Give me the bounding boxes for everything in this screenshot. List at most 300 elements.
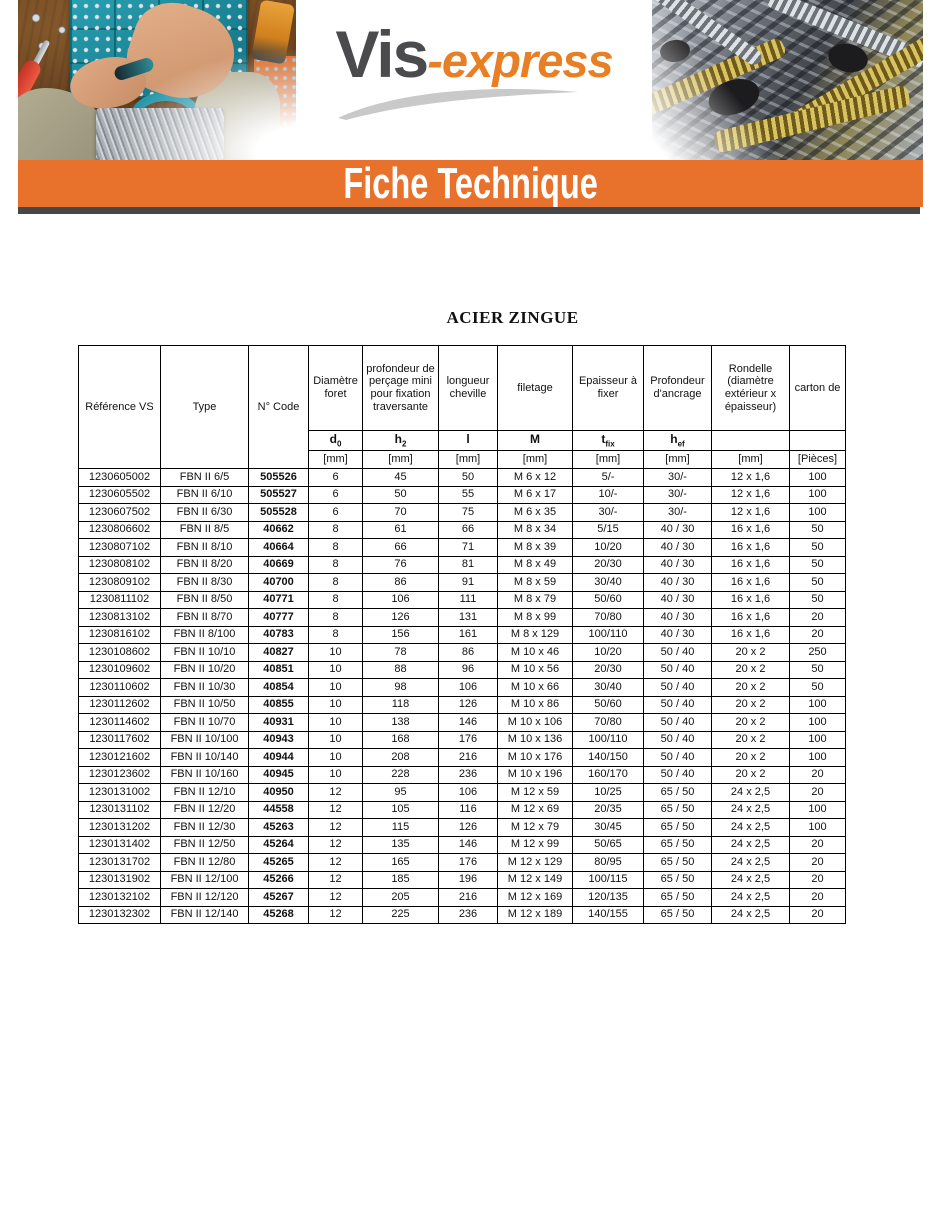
table-cell: 120/135 — [573, 889, 644, 907]
organizer-handle — [130, 92, 202, 144]
table-cell: FBN II 10/70 — [161, 714, 249, 732]
col-header-code: N° Code — [249, 346, 309, 469]
table-cell: 20/30 — [573, 556, 644, 574]
table-cell: 20 — [790, 906, 846, 924]
table-row — [79, 469, 846, 487]
table-cell: FBN II 8/20 — [161, 556, 249, 574]
table-cell: 5/15 — [573, 521, 644, 539]
table-cell: M 12 x 129 — [498, 854, 573, 872]
symbol-hef: $h_{ef}$ — [644, 431, 712, 451]
table-row — [79, 556, 846, 574]
table-cell: 5/- — [573, 469, 644, 487]
table-cell: 16 x 1,6 — [712, 626, 790, 644]
table-cell: FBN II 12/30 — [161, 819, 249, 837]
table-cell: 45267 — [249, 889, 309, 907]
table-cell: 1230131002 — [79, 784, 161, 802]
table-cell: M 8 x 129 — [498, 626, 573, 644]
table-cell: 40 / 30 — [644, 591, 712, 609]
left-hand — [66, 51, 151, 116]
table-cell: 24 x 2,5 — [712, 906, 790, 924]
table-cell: FBN II 8/70 — [161, 609, 249, 627]
unit-cell: [mm] — [309, 451, 363, 469]
table-row — [79, 714, 846, 732]
table-cell: 65 / 50 — [644, 871, 712, 889]
table-cell: 96 — [439, 661, 498, 679]
brand-logo-primary: Vis — [335, 17, 428, 91]
table-cell: 40851 — [249, 661, 309, 679]
table-cell: 100 — [790, 731, 846, 749]
table-cell: 50 / 40 — [644, 714, 712, 732]
table-title: ACIER ZINGUE — [446, 308, 579, 327]
table-cell: FBN II 12/50 — [161, 836, 249, 854]
table-cell: 228 — [363, 766, 439, 784]
table-cell: 65 / 50 — [644, 836, 712, 854]
table-cell: 30/40 — [573, 679, 644, 697]
table-cell: 138 — [363, 714, 439, 732]
table-cell: 50 — [790, 556, 846, 574]
table-cell: 16 x 1,6 — [712, 539, 790, 557]
table-cell: FBN II 10/10 — [161, 644, 249, 662]
table-cell: 1230811102 — [79, 591, 161, 609]
table-cell: 10/25 — [573, 784, 644, 802]
table-cell: M 6 x 35 — [498, 504, 573, 522]
washers-decoration — [22, 6, 92, 58]
table-cell: 24 x 2,5 — [712, 819, 790, 837]
table-cell: 16 x 1,6 — [712, 556, 790, 574]
table-cell: 50 — [790, 679, 846, 697]
table-cell: 100 — [790, 819, 846, 837]
table-cell: 100 — [790, 469, 846, 487]
table-cell: 118 — [363, 696, 439, 714]
table-row — [79, 696, 846, 714]
table-cell: 236 — [439, 906, 498, 924]
table-cell: 10 — [309, 749, 363, 767]
table-cell: M 12 x 59 — [498, 784, 573, 802]
table-cell: 10 — [309, 714, 363, 732]
table-cell: 20 x 2 — [712, 696, 790, 714]
table-cell: 30/- — [644, 504, 712, 522]
table-cell: 50 — [439, 469, 498, 487]
table-cell: 126 — [439, 819, 498, 837]
table-cell: M 8 x 39 — [498, 539, 573, 557]
table-cell: 8 — [309, 626, 363, 644]
table-cell: 1230123602 — [79, 766, 161, 784]
table-cell: 1230806602 — [79, 521, 161, 539]
table-cell: M 10 x 196 — [498, 766, 573, 784]
col-header-type: Type — [161, 346, 249, 469]
table-cell: FBN II 8/30 — [161, 574, 249, 592]
table-cell: M 8 x 34 — [498, 521, 573, 539]
table-cell: 40 / 30 — [644, 556, 712, 574]
table-cell: 20 x 2 — [712, 714, 790, 732]
table-cell: 20 — [790, 871, 846, 889]
table-row — [79, 836, 846, 854]
table-cell: 30/- — [644, 469, 712, 487]
table-cell: FBN II 12/140 — [161, 906, 249, 924]
table-cell: 45264 — [249, 836, 309, 854]
table-cell: 156 — [363, 626, 439, 644]
table-cell: 40700 — [249, 574, 309, 592]
table-cell: FBN II 8/100 — [161, 626, 249, 644]
unit-cell: [mm] — [363, 451, 439, 469]
table-cell: 8 — [309, 609, 363, 627]
table-cell: 1230131402 — [79, 836, 161, 854]
table-cell: 168 — [363, 731, 439, 749]
table-cell: 40931 — [249, 714, 309, 732]
table-cell: 106 — [439, 679, 498, 697]
table-cell: M 12 x 169 — [498, 889, 573, 907]
table-cell: 126 — [439, 696, 498, 714]
table-cell: 146 — [439, 836, 498, 854]
table-row — [79, 644, 846, 662]
table-cell: 50/60 — [573, 696, 644, 714]
table-cell: 24 x 2,5 — [712, 784, 790, 802]
table-cell: 50 — [790, 591, 846, 609]
table-cell: 6 — [309, 469, 363, 487]
table-cell: 8 — [309, 556, 363, 574]
table-cell: 50 — [790, 661, 846, 679]
screws-pile-photo — [652, 0, 923, 160]
table-row — [79, 574, 846, 592]
table-cell: 1230131102 — [79, 801, 161, 819]
table-row — [79, 679, 846, 697]
table-cell: 236 — [439, 766, 498, 784]
table-cell: 16 x 1,6 — [712, 521, 790, 539]
table-cell: 45266 — [249, 871, 309, 889]
table-cell: 8 — [309, 521, 363, 539]
table-cell: 20/35 — [573, 801, 644, 819]
unit-cell: [mm] — [498, 451, 573, 469]
table-cell: 40944 — [249, 749, 309, 767]
table-cell: FBN II 10/160 — [161, 766, 249, 784]
table-cell: FBN II 12/10 — [161, 784, 249, 802]
table-cell: M 12 x 189 — [498, 906, 573, 924]
table-cell: 115 — [363, 819, 439, 837]
table-cell: 40854 — [249, 679, 309, 697]
table-cell: 216 — [439, 749, 498, 767]
table-cell: 65 / 50 — [644, 906, 712, 924]
table-cell: 1230813102 — [79, 609, 161, 627]
table-row — [79, 871, 846, 889]
table-cell: M 6 x 12 — [498, 469, 573, 487]
table-cell: 50 / 40 — [644, 661, 712, 679]
table-cell: FBN II 10/100 — [161, 731, 249, 749]
table-cell: 40669 — [249, 556, 309, 574]
table-row — [79, 486, 846, 504]
table-cell: M 10 x 106 — [498, 714, 573, 732]
table-cell: FBN II 8/10 — [161, 539, 249, 557]
table-cell: 216 — [439, 889, 498, 907]
table-cell: 208 — [363, 749, 439, 767]
handheld-tool — [113, 56, 155, 82]
unit-cell: [mm] — [439, 451, 498, 469]
table-cell: FBN II 10/20 — [161, 661, 249, 679]
table-cell: 40662 — [249, 521, 309, 539]
table-cell: 505528 — [249, 504, 309, 522]
table-cell: 20/30 — [573, 661, 644, 679]
col-header-profondeur-percage: profondeur de perçage mini pour fixation traversante — [363, 346, 439, 431]
table-cell: 1230816102 — [79, 626, 161, 644]
table-cell: FBN II 12/80 — [161, 854, 249, 872]
unit-cell: [mm] — [712, 451, 790, 469]
banner-underline — [18, 207, 920, 214]
table-cell: 70 — [363, 504, 439, 522]
table-cell: M 8 x 79 — [498, 591, 573, 609]
table-cell: M 10 x 176 — [498, 749, 573, 767]
table-cell: 1230605002 — [79, 469, 161, 487]
table-cell: 111 — [439, 591, 498, 609]
table-cell: 20 x 2 — [712, 661, 790, 679]
table-row — [79, 766, 846, 784]
spec-table-body — [79, 469, 846, 924]
table-cell: 1230131702 — [79, 854, 161, 872]
table-cell: 30/- — [573, 504, 644, 522]
table-cell: FBN II 6/10 — [161, 486, 249, 504]
table-cell: 1230808102 — [79, 556, 161, 574]
table-cell: 1230132302 — [79, 906, 161, 924]
table-row — [79, 591, 846, 609]
table-cell: M 10 x 136 — [498, 731, 573, 749]
table-cell: 50 / 40 — [644, 731, 712, 749]
workbench-photo — [18, 0, 296, 160]
table-cell: 20 x 2 — [712, 644, 790, 662]
table-cell: 88 — [363, 661, 439, 679]
table-cell: 55 — [439, 486, 498, 504]
table-cell: 50 / 40 — [644, 749, 712, 767]
anchor-cap-decoration — [704, 73, 764, 121]
table-row — [79, 889, 846, 907]
table-cell: 1230108602 — [79, 644, 161, 662]
table-cell: 16 x 1,6 — [712, 591, 790, 609]
table-cell: 44558 — [249, 801, 309, 819]
table-cell: 12 — [309, 854, 363, 872]
table-cell: 12 — [309, 836, 363, 854]
screw-decoration — [712, 84, 911, 154]
table-cell: 86 — [363, 574, 439, 592]
spec-table-head — [79, 346, 846, 469]
table-cell: 106 — [439, 784, 498, 802]
table-cell: 100 — [790, 749, 846, 767]
table-cell: 1230110602 — [79, 679, 161, 697]
col-header-rondelle: Rondelle (diamètre extérieur x épaisseur) — [712, 346, 790, 431]
table-row — [79, 609, 846, 627]
table-cell: 131 — [439, 609, 498, 627]
screwdriver-shaft — [24, 39, 51, 82]
table-cell: 1230117602 — [79, 731, 161, 749]
table-cell: 40945 — [249, 766, 309, 784]
table-cell: 50 — [790, 521, 846, 539]
table-cell: 225 — [363, 906, 439, 924]
table-row — [79, 504, 846, 522]
table-cell: 20 — [790, 854, 846, 872]
table-cell: FBN II 12/100 — [161, 871, 249, 889]
table-cell: 16 x 1,6 — [712, 609, 790, 627]
table-cell: 65 / 50 — [644, 889, 712, 907]
yellow-tool — [251, 0, 295, 64]
table-cell: 116 — [439, 801, 498, 819]
table-cell: 196 — [439, 871, 498, 889]
table-cell: 40 / 30 — [644, 574, 712, 592]
table-cell: 95 — [363, 784, 439, 802]
table-cell: 70/80 — [573, 714, 644, 732]
symbol-empty — [790, 431, 846, 451]
table-row — [79, 661, 846, 679]
screw-decoration — [652, 36, 788, 115]
table-cell: 50 / 40 — [644, 679, 712, 697]
col-header-epaisseur: Epaisseur à fixer — [573, 346, 644, 431]
table-cell: 8 — [309, 574, 363, 592]
table-cell: 61 — [363, 521, 439, 539]
table-cell: 505526 — [249, 469, 309, 487]
table-cell: 50 / 40 — [644, 696, 712, 714]
table-cell: 50 — [790, 574, 846, 592]
anchor-cap-decoration — [659, 38, 692, 64]
table-row — [79, 731, 846, 749]
table-cell: 100 — [790, 696, 846, 714]
table-cell: 12 — [309, 889, 363, 907]
table-cell: 100 — [790, 486, 846, 504]
symbol-m: M — [498, 431, 573, 451]
table-cell: 10 — [309, 696, 363, 714]
table-cell: 10/20 — [573, 644, 644, 662]
table-cell: 40827 — [249, 644, 309, 662]
table-cell: 1230121602 — [79, 749, 161, 767]
table-cell: 91 — [439, 574, 498, 592]
table-cell: 45 — [363, 469, 439, 487]
table-cell: 6 — [309, 504, 363, 522]
table-cell: 50 / 40 — [644, 766, 712, 784]
table-cell: 65 / 50 — [644, 784, 712, 802]
table-cell: FBN II 8/5 — [161, 521, 249, 539]
table-cell: 20 — [790, 766, 846, 784]
wrench — [22, 112, 68, 158]
table-cell: 20 — [790, 609, 846, 627]
symbol-tfix: $t_{fix}$ — [573, 431, 644, 451]
table-cell: 20 x 2 — [712, 679, 790, 697]
table-cell: M 10 x 56 — [498, 661, 573, 679]
table-cell: 12 — [309, 784, 363, 802]
symbol-h2: $h_2$ — [363, 431, 439, 451]
table-cell: 140/155 — [573, 906, 644, 924]
table-cell: 176 — [439, 854, 498, 872]
table-row — [79, 819, 846, 837]
table-row — [79, 906, 846, 924]
table-cell: M 10 x 46 — [498, 644, 573, 662]
table-cell: 40943 — [249, 731, 309, 749]
table-cell: 40 / 30 — [644, 521, 712, 539]
table-cell: FBN II 8/50 — [161, 591, 249, 609]
table-cell: 40771 — [249, 591, 309, 609]
table-cell: 24 x 2,5 — [712, 801, 790, 819]
table-cell: 250 — [790, 644, 846, 662]
table-cell: 24 x 2,5 — [712, 836, 790, 854]
banner — [18, 160, 923, 207]
table-cell: 20 — [790, 889, 846, 907]
table-cell: 86 — [439, 644, 498, 662]
table-cell: 66 — [439, 521, 498, 539]
logo-zone — [296, 0, 652, 160]
table-cell: 30/40 — [573, 574, 644, 592]
table-cell: 1230131202 — [79, 819, 161, 837]
table-cell: FBN II 10/30 — [161, 679, 249, 697]
table-row — [79, 784, 846, 802]
col-header-longueur-cheville: longueur cheville — [439, 346, 498, 431]
table-cell: 65 / 50 — [644, 819, 712, 837]
table-cell: M 12 x 99 — [498, 836, 573, 854]
table-cell: 10 — [309, 644, 363, 662]
table-row — [79, 749, 846, 767]
table-cell: 40 / 30 — [644, 626, 712, 644]
table-cell: 66 — [363, 539, 439, 557]
table-cell: 12 — [309, 819, 363, 837]
table-cell: 16 x 1,6 — [712, 574, 790, 592]
table-cell: M 10 x 86 — [498, 696, 573, 714]
table-cell: 100/110 — [573, 626, 644, 644]
left-sleeve — [18, 88, 106, 160]
screw-decoration — [765, 0, 923, 69]
col-header-ancrage: Profondeur d'ancrage — [644, 346, 712, 431]
brand-logo-secondary: -express — [427, 34, 613, 87]
table-cell: 98 — [363, 679, 439, 697]
unit-cell: [Pièces] — [790, 451, 846, 469]
table-row — [79, 521, 846, 539]
symbol-l: l — [439, 431, 498, 451]
table-cell: 105 — [363, 801, 439, 819]
table-cell: M 8 x 59 — [498, 574, 573, 592]
screw-decoration — [652, 0, 765, 68]
table-cell: 100/115 — [573, 871, 644, 889]
table-cell: 165 — [363, 854, 439, 872]
table-cell: 50/60 — [573, 591, 644, 609]
table-cell: 50/65 — [573, 836, 644, 854]
table-cell: 76 — [363, 556, 439, 574]
right-sleeve — [194, 72, 280, 160]
table-cell: 40855 — [249, 696, 309, 714]
table-cell: 6 — [309, 486, 363, 504]
table-cell: 24 x 2,5 — [712, 889, 790, 907]
teal-organizer-box — [70, 0, 248, 98]
table-cell: 80/95 — [573, 854, 644, 872]
table-cell: 160/170 — [573, 766, 644, 784]
table-cell: 176 — [439, 731, 498, 749]
table-cell: 12 — [309, 906, 363, 924]
table-cell: 45268 — [249, 906, 309, 924]
table-cell: 10 — [309, 679, 363, 697]
anchor-cap-decoration — [826, 40, 871, 76]
unit-cell: [mm] — [573, 451, 644, 469]
table-cell: 12 — [309, 871, 363, 889]
table-cell: 1230607502 — [79, 504, 161, 522]
table-cell: 24 x 2,5 — [712, 871, 790, 889]
table-cell: 100 — [790, 504, 846, 522]
unit-cell: [mm] — [644, 451, 712, 469]
brand-logo — [335, 16, 612, 92]
table-cell: 65 / 50 — [644, 801, 712, 819]
table-cell: M 8 x 99 — [498, 609, 573, 627]
header-row-labels — [79, 346, 846, 431]
table-cell: 8 — [309, 539, 363, 557]
table-cell: 100 — [790, 801, 846, 819]
table-cell: 24 x 2,5 — [712, 854, 790, 872]
col-header-filetage: filetage — [498, 346, 573, 431]
table-cell: 20 — [790, 784, 846, 802]
table-cell: 50 / 40 — [644, 644, 712, 662]
table-cell: FBN II 12/20 — [161, 801, 249, 819]
table-cell: 1230114602 — [79, 714, 161, 732]
table-cell: FBN II 6/30 — [161, 504, 249, 522]
table-cell: 8 — [309, 591, 363, 609]
table-cell: 45265 — [249, 854, 309, 872]
